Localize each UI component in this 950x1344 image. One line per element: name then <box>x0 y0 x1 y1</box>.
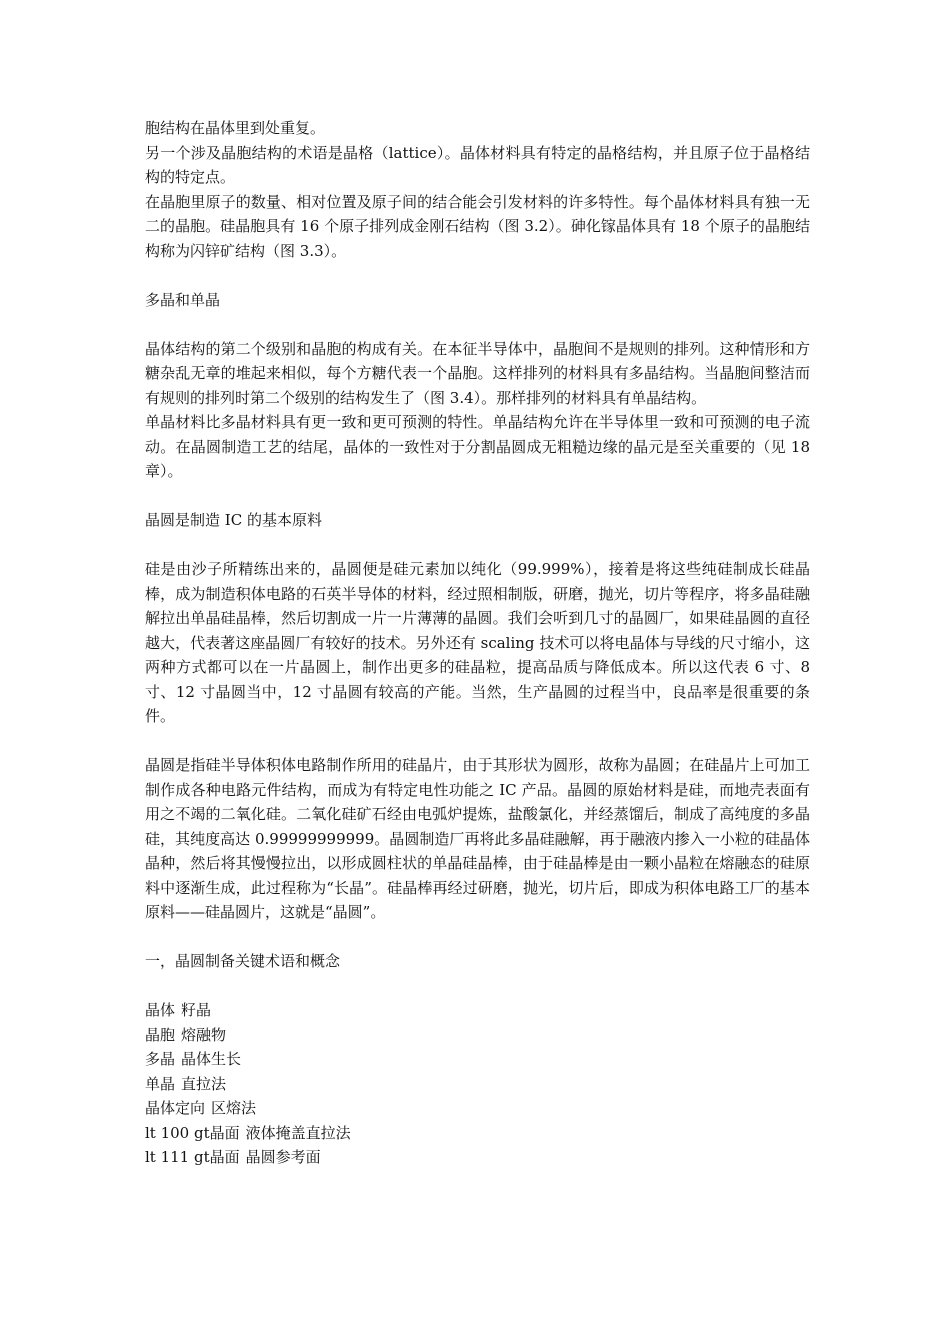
paragraph-silicon: 硅是由沙子所精练出来的，晶圆便是硅元素加以纯化（99.999%），接着是将这些纯硅制成长硅晶棒，成为制造积体电路的石英半导体的材料，经过照相制版，研磨，抛光，切片等程序，将多晶硅融解拉出单晶硅晶棒，然后切割成一片一片薄薄的晶圆。我们会听到几寸的晶圆厂，如果硅晶圆的直径越大，代表著这座晶圆厂有较好的技术。另外还有 scaling 技术可以将电晶体与导线的尺寸缩小，这两种方式都可以在一片晶圆上，制作出更多的硅晶粒，提高品质与降低成本。所以这代表 6 寸、8 寸、12 寸晶圆当中，12 寸晶圆有较高的产能。当然，生产晶圆的过程当中，良品率是很重要的条件。 <box>145 560 810 725</box>
heading-wafer-material: 晶圆是制造 IC 的基本原料 <box>145 511 322 529</box>
term-left: lt 111 gt晶面 <box>145 1148 240 1166</box>
term-left: 多晶 <box>145 1050 176 1068</box>
spacer <box>145 533 810 558</box>
term-left: 晶体定向 <box>145 1099 206 1117</box>
spacer <box>145 974 810 999</box>
term-left: lt 100 gt晶面 <box>145 1123 240 1142</box>
term-right: 籽晶 <box>181 1001 212 1019</box>
spacer <box>145 312 810 337</box>
term-row <box>145 1121 810 1146</box>
term-right: 晶圆参考面 <box>245 1148 321 1166</box>
term-left: 晶体 <box>145 1001 176 1019</box>
paragraph-cell-repeat: 胞结构在晶体里到处重复。 <box>145 119 326 137</box>
spacer <box>145 484 810 509</box>
term-row <box>145 1047 810 1072</box>
term-right: 晶体生长 <box>181 1050 242 1068</box>
term-left: 晶胞 <box>145 1025 176 1044</box>
heading-terms: 一，晶圆制备关键术语和概念 <box>145 952 341 970</box>
term-right: 直拉法 <box>181 1074 227 1093</box>
term-right: 区熔法 <box>211 1099 257 1117</box>
paragraph-single-crystal: 单晶材料比多晶材料具有更一致和更可预测的特性。单晶结构允许在半导体里一致和可预测的电子流动。在晶圆制造工艺的结尾，晶体的一致性对于分割晶圆成无粗糙边缘的晶元是至关重要的（见 18 章）。 <box>145 413 810 480</box>
term-row <box>145 1023 810 1048</box>
heading-poly-single: 多晶和单晶 <box>145 290 221 309</box>
term-right: 液体掩盖直拉法 <box>245 1123 351 1142</box>
document-page <box>145 116 810 1170</box>
spacer <box>145 263 810 288</box>
term-row <box>145 998 810 1023</box>
term-left: 单晶 <box>145 1074 176 1093</box>
term-right: 熔融物 <box>181 1025 227 1044</box>
paragraph-unit-cell: 在晶胞里原子的数量、相对位置及原子间的结合能会引发材料的许多特性。每个晶体材料具有独一无二的晶胞。硅晶胞具有 16 个原子排列成金刚石结构（图 3.2）。砷化镓晶体具有 18 个原子的晶胞结构称为闪锌矿结构（图 3.3）。 <box>145 192 810 260</box>
term-list <box>145 998 810 1170</box>
spacer <box>145 925 810 950</box>
paragraph-lattice: 另一个涉及晶胞结构的术语是晶格（lattice）。晶体材料具有特定的晶格结构，并且原子位于晶格结构的特定点。 <box>145 143 810 186</box>
term-row <box>145 1096 810 1121</box>
paragraph-polycrystal: 晶体结构的第二个级别和晶胞的构成有关。在本征半导体中，晶胞间不是规则的排列。这种情形和方糖杂乱无章的堆起来相似，每个方糖代表一个晶胞。这样排列的材料具有多晶结构。当晶胞间整洁而有规则的排列时第二个级别的结构发生了（图 3.4）。那样排列的材料具有单晶结构。 <box>145 339 810 407</box>
paragraph-wafer-definition: 晶圆是指硅半导体积体电路制作所用的硅晶片，由于其形状为圆形，故称为晶圆；在硅晶片上可加工制作成各种电路元件结构，而成为有特定电性功能之 IC 产品。晶圆的原始材料是硅，而地壳表面有用之不竭的二氧化硅。二氧化硅矿石经由电弧炉提炼，盐酸氯化，并经蒸馏后，制成了高纯度的多晶硅，其纯度高达 0.99999999999。晶圆制造厂再将此多晶硅融解，再于融液内掺入一小粒的硅晶体晶种，然后将其慢慢拉出，以形成圆柱状的单晶硅晶棒，由于硅晶棒是由一颗小晶粒在熔融态的硅原料中逐渐生成，此过程称为“长晶”。硅晶棒再经过研磨，抛光，切片后，即成为积体电路工厂的基本原料——硅晶圆片，这就是“晶圆”。 <box>145 756 810 921</box>
term-row <box>145 1072 810 1097</box>
term-row <box>145 1145 810 1170</box>
spacer <box>145 729 810 754</box>
